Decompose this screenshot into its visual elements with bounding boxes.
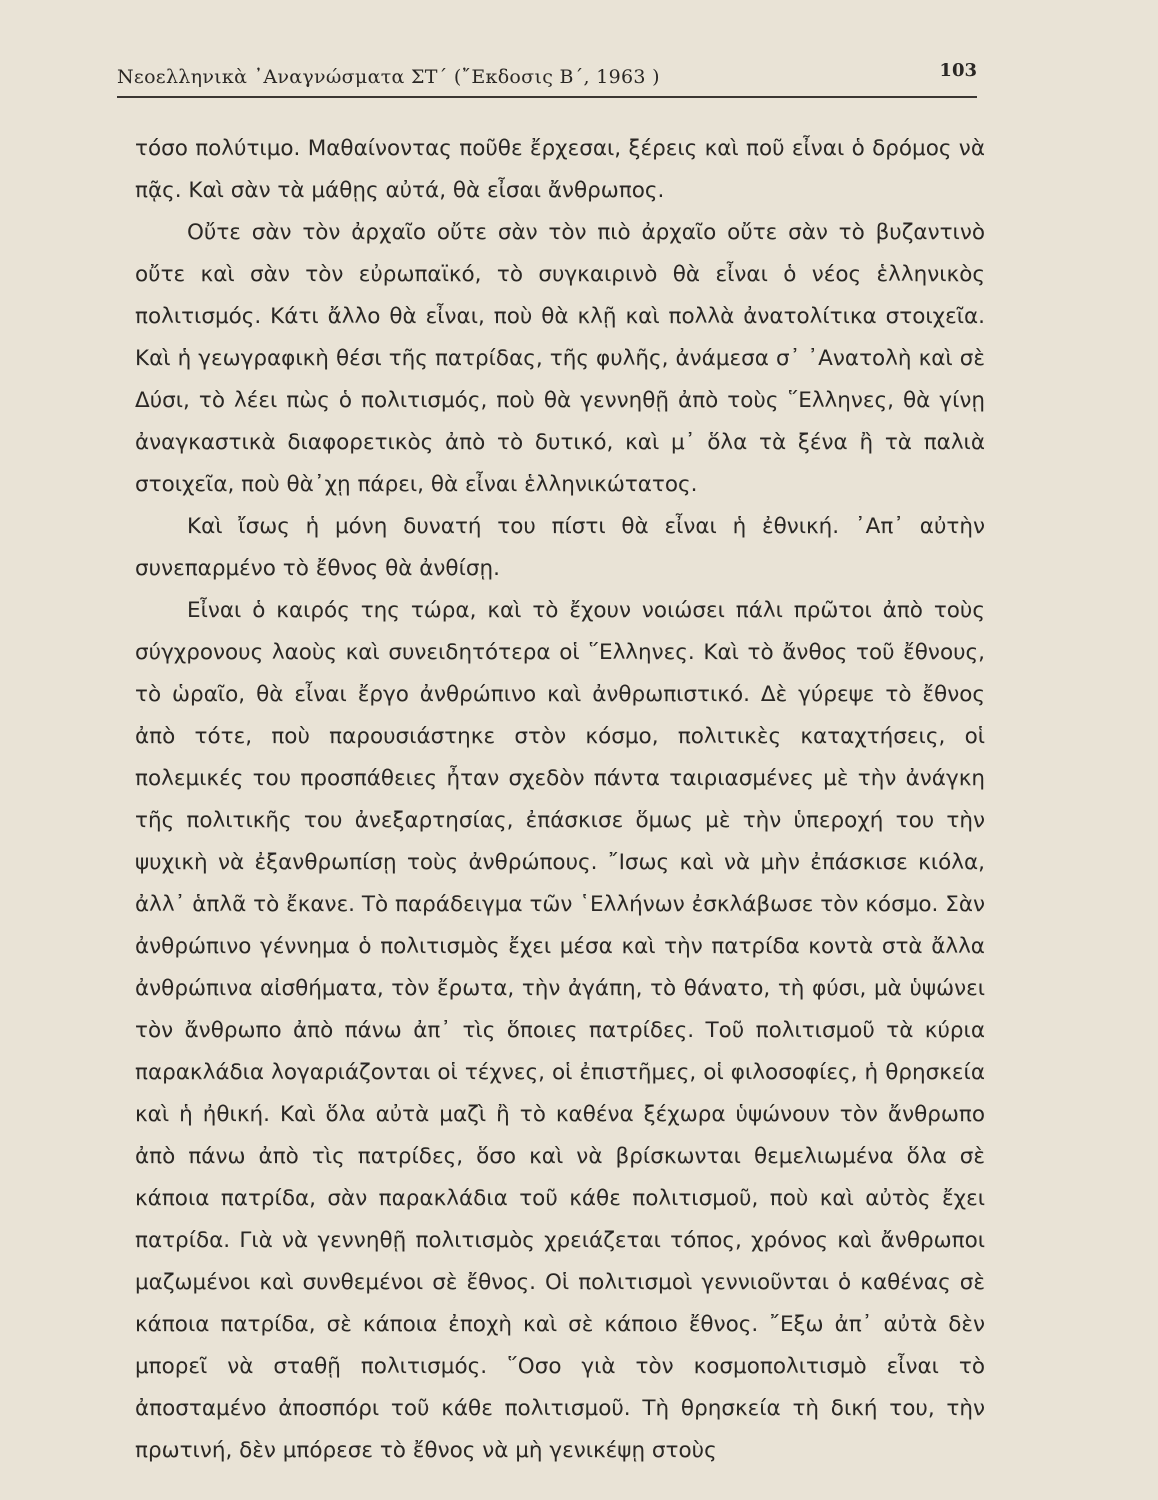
page-number: 103 [939, 60, 977, 81]
paragraph: τόσο πολύτιμο. Μαθαίνοντας ποῦθε ἔρχεσαι, ξέρεις καὶ ποῦ εἶναι ὁ δρόμος νὰ πᾷς. Καὶ σὰν τὰ μάθῃς αὐτά, θὰ εἶσαι ἄνθρωπος. [135, 136, 985, 203]
body-text [135, 128, 985, 1472]
header-rule [117, 96, 977, 98]
header-title: Νεοελληνικὰ ᾿Αναγνώσματα ΣΤ΄ (῎Εκδοσις Β΄, 1963 ) [117, 66, 660, 88]
paragraph: Οὔτε σὰν τὸν ἀρχαῖο οὔτε σὰν τὸν πιὸ ἀρχαῖο οὔτε σὰν τὸ βυζαντινὸ οὔτε καὶ σὰν τὸν εὐρωπαϊκό, τὸ συγκαιρινὸ θὰ εἶναι ὁ νέος ἑλληνικὸς πολιτισμός. Κάτι ἄλλο θὰ εἶναι, ποὺ θὰ κλῇ καὶ πολλὰ ἀνατολίτικα στοιχεῖα. Καὶ ἡ γεωγραφικὴ θέσι τῆς πατρίδας, τῆς φυλῆς, ἀνάμεσα σ᾿ ᾿Ανατολὴ καὶ σὲ Δύσι, τὸ λέει πὼς ὁ πολιτισμός, ποὺ θὰ γεννηθῇ ἀπὸ τοὺς ῞Ελληνες, θὰ γίνῃ ἀναγκαστικὰ διαφορετικὸς ἀπὸ τὸ δυτικό, καὶ μ᾿ ὅλα τὰ ξένα ἢ τὰ παλιὰ στοιχεῖα, ποὺ θὰ᾿χῃ πάρει, θὰ εἶναι ἑλληνικώτατος. [135, 220, 985, 497]
paragraph: Καὶ ἴσως ἡ μόνη δυνατή του πίστι θὰ εἶναι ἡ ἐθνική. ᾿Απ᾿ αὐτὴν συνεπαρμένο τὸ ἔθνος θὰ ἀνθίσῃ. [135, 514, 985, 581]
running-header [117, 60, 977, 96]
paragraph: Εἶναι ὁ καιρός της τώρα, καὶ τὸ ἔχουν νοιώσει πάλι πρῶτοι ἀπὸ τοὺς σύγχρονους λαοὺς καὶ συνειδητότερα οἱ ῞Ελληνες. Καὶ τὸ ἄνθος τοῦ ἔθνους, τὸ ὡραῖο, θὰ εἶναι ἔργο ἀνθρώπινο καὶ ἀνθρωπιστικό. Δὲ γύρεψε τὸ ἔθνος ἀπὸ τότε, ποὺ παρουσιάστηκε στὸν κόσμο, πολιτικὲς καταχτήσεις, οἱ πολεμικές του προσπάθειες ἦταν σχεδὸν πάντα ταιριασμένες μὲ τὴν ἀνάγκη τῆς πολιτικῆς του ἀνεξαρτησίας, ἐπάσκισε ὅμως μὲ τὴν ὑπεροχή του τὴν ψυχικὴ νὰ ἐξανθρωπίσῃ τοὺς ἀνθρώπους. ῎Ισως καὶ νὰ μὴν ἐπάσκισε κιόλα, ἀλλ᾿ ἁπλᾶ τὸ ἔκανε. Τὸ παράδειγμα τῶν ῾Ελλήνων ἐσκλάβωσε τὸν κόσμο. Σὰν ἀνθρώπινο γέννημα ὁ πολιτισμὸς ἔχει μέσα καὶ τὴν πατρίδα κοντὰ στὰ ἄλλα ἀνθρώπινα αἰσθήματα, τὸν ἔρωτα, τὴν ἀγάπη, τὸ θάνατο, τὴ φύσι, μὰ ὑψώνει τὸν ἄνθρωπο ἀπὸ πάνω ἀπ᾿ τὶς ὅποιες πατρίδες. Τοῦ πολιτισμοῦ τὰ κύρια παρακλάδια λογαριάζονται οἱ τέχνες, οἱ ἐπιστῆμες, οἱ φιλοσοφίες, ἡ θρησκεία καὶ ἡ ἠθική. Καὶ ὅλα αὐτὰ μαζὶ ἢ τὸ καθένα ξέχωρα ὑψώνουν τὸν ἄνθρωπο ἀπὸ πάνω ἀπὸ τὶς πατρίδες, ὅσο καὶ νὰ βρίσκωνται θεμελιωμένα ὅλα σὲ κάποια πατρίδα, σὰν παρακλάδια τοῦ κάθε πολιτισμοῦ, ποὺ καὶ αὐτὸς ἔχει πατρίδα. Γιὰ νὰ γεννηθῇ πολιτισμὸς χρειάζεται τόπος, χρόνος καὶ ἄνθρωποι μαζωμένοι καὶ συνθεμένοι σὲ ἔθνος. Οἱ πολιτισμοὶ γεννιοῦνται ὁ καθένας σὲ κάποια πατρίδα, σὲ κάποια ἐποχὴ καὶ σὲ κάποιο ἔθνος. ῎Εξω ἀπ᾿ αὐτὰ δὲν μπορεῖ νὰ σταθῇ πολιτισμός. ῞Οσο γιὰ τὸν κοσμοπολιτισμὸ εἶναι τὸ ἀποσταμένο ἀποσπόρι τοῦ κάθε πολιτισμοῦ. Τὴ θρησκεία τὴ δική του, τὴν πρωτινή, δὲν μπόρεσε τὸ ἔθνος νὰ μὴ γενικέψῃ στοὺς [135, 598, 985, 1463]
